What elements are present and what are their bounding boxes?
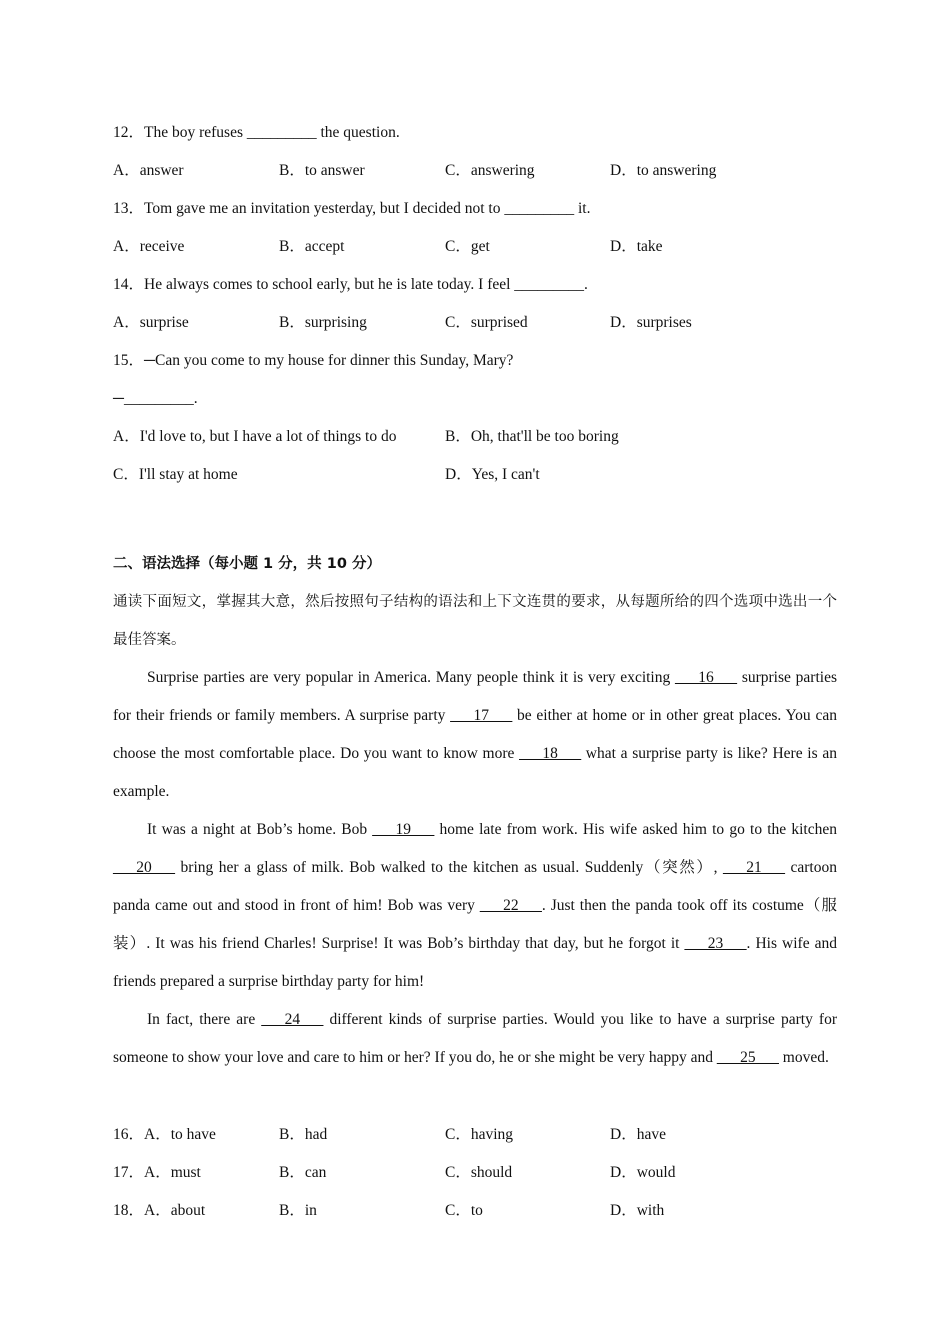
- q18-option-c: C．to: [445, 1202, 483, 1219]
- q12-option-a: A．answer: [113, 162, 184, 179]
- q17-option-c: C．should: [445, 1164, 513, 1181]
- q14-option-c: C．surprised: [445, 314, 528, 331]
- q12-option-c: C．answering: [445, 162, 535, 179]
- q17-option-b: B．can: [279, 1164, 327, 1181]
- q13-option-c: C．get: [445, 238, 490, 255]
- question-15-reply: ─_________.: [113, 390, 198, 407]
- blank-17: ___17___: [450, 707, 513, 724]
- blank-20: ___20___: [113, 859, 175, 876]
- q12-option-d: D．to answering: [610, 162, 717, 179]
- q14-option-b: B．surprising: [279, 314, 367, 331]
- section-2-instruction: 通读下面短文，掌握其大意，然后按照句子结构的语法和上下文连贯的要求，从每题所给的四个选项中选出一个最佳答案。: [113, 594, 837, 648]
- passage-paragraph-2: It was a night at Bob’s home. Bob ___19___ home late from work. His wife asked him to go to the kitchen ___20___ bring her a glass of milk. Bob walked to the kitchen as usual. Suddenly（突然）, ___21___ cartoon panda came out and stood in front of him! Bob was very ___22___. Just then the panda took off its costume（服装）. It was his friend Charles! Surprise! It was Bob’s birthday that day, but he forgot it ___23___. His wife and friends prepared a surprise birthday party for him!: [113, 821, 838, 990]
- q18-option-d: D．with: [610, 1202, 665, 1219]
- q15-option-d: D．Yes, I can't: [445, 466, 540, 483]
- passage-paragraph-1: Surprise parties are very popular in America. Many people think it is very exciting ___16___ surprise parties for their friends or family members. A surprise party ___17___ be either at home or in other great places. You can choose the most comfortable place. Do you want to know more ___18___ what a surprise party is like? Here is an example.: [113, 669, 837, 800]
- blank-16: ___16___: [675, 669, 738, 686]
- question-15-stem: 15．─Can you come to my house for dinner this Sunday, Mary?: [113, 352, 514, 369]
- q16-option-b: B．had: [279, 1126, 328, 1143]
- blank-18: ___18___: [519, 745, 582, 762]
- q12-option-b: B．to answer: [279, 162, 365, 179]
- question-13-stem: 13．Tom gave me an invitation yesterday, but I decided not to _________ it.: [113, 200, 591, 217]
- section-2-title: 二、语法选择（每小题 1 分，共 10 分）: [113, 556, 381, 572]
- q17-option-d: D．would: [610, 1164, 676, 1181]
- q13-option-a: A．receive: [113, 238, 185, 255]
- blank-19: ___19___: [372, 821, 435, 838]
- q16-option-c: C．having: [445, 1126, 514, 1143]
- blank-22: ___22___: [479, 897, 542, 914]
- question-14-stem: 14．He always comes to school early, but he is late today. I feel _________.: [113, 276, 588, 293]
- q18-option-a: 18．A．about: [113, 1202, 206, 1219]
- q13-option-d: D．take: [610, 238, 663, 255]
- q14-option-d: D．surprises: [610, 314, 692, 331]
- passage-paragraph-3: In fact, there are ___24___ different kinds of surprise parties. Would you like to have a surprise party for someone to show your love and care to him or her? If you do, he or she might be very happy and ___25___ moved.: [113, 1011, 838, 1066]
- question-12-stem: 12．The boy refuses _________ the question.: [113, 124, 400, 141]
- q14-option-a: A．surprise: [113, 314, 189, 331]
- q13-option-b: B．accept: [279, 238, 345, 255]
- q16-option-a: 16．A．to have: [113, 1126, 216, 1143]
- blank-21: ___21___: [722, 859, 785, 876]
- q16-option-d: D．have: [610, 1126, 666, 1143]
- q15-option-a: A．I'd love to, but I have a lot of things to do: [113, 428, 397, 445]
- q17-option-a: 17．A．must: [113, 1164, 201, 1181]
- q15-option-b: B．Oh, that'll be too boring: [445, 428, 619, 445]
- q15-option-c: C．I'll stay at home: [113, 466, 238, 483]
- blank-23: ___23___: [684, 935, 747, 952]
- blank-25: ___25___: [716, 1049, 779, 1066]
- q18-option-b: B．in: [279, 1202, 317, 1219]
- blank-24: ___24___: [261, 1011, 324, 1028]
